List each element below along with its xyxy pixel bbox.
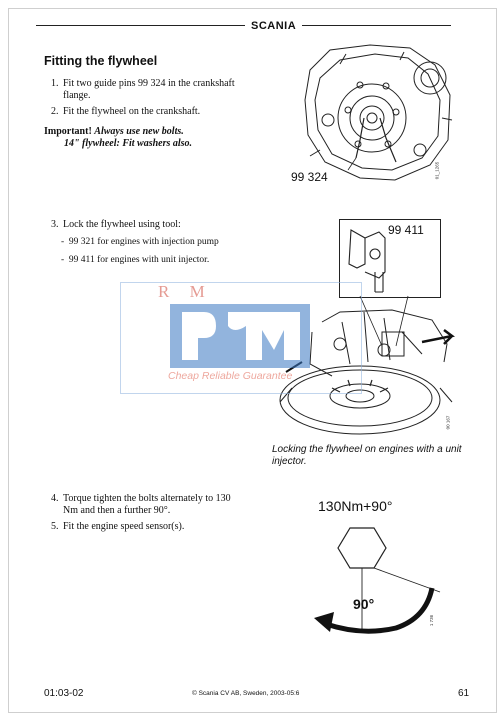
callout-99324: 99 324 xyxy=(291,170,328,184)
watermark xyxy=(120,282,360,392)
section-title: Fitting the flywheel xyxy=(44,54,158,68)
figure-code: 00 167 xyxy=(445,415,451,430)
important-note xyxy=(44,126,192,150)
watermark-letters: R M xyxy=(158,282,213,301)
tool-option-text: 99 321 for engines with injection pump xyxy=(68,237,219,247)
figure-code: 01_1265 xyxy=(434,161,440,180)
watermark-logo xyxy=(170,304,310,368)
tool-option-text: 99 411 for engines with unit injector. xyxy=(68,255,210,265)
torque-spec: 130Nm+90° xyxy=(318,498,393,514)
important-label: Important! xyxy=(44,126,92,137)
brand-logo: SCANIA xyxy=(245,20,302,32)
figure-caption: Locking the flywheel on engines with a unit injector. xyxy=(272,444,462,467)
callout-99411: 99 411 xyxy=(388,223,424,237)
important-line-2: 14" flywheel: Fit washers also. xyxy=(64,138,193,149)
tool-option-2: - 99 411 for engines with unit injector. xyxy=(61,255,210,265)
step-number: 5. xyxy=(51,521,59,532)
step-number: 1. xyxy=(51,78,59,89)
step-text: Torque tighten the bolts alternately to 130 Nm and then a further 90°. xyxy=(63,493,231,516)
footer-copyright: © Scania CV AB, Sweden, 2003-05:6 xyxy=(192,690,300,697)
step-number: 2. xyxy=(51,106,59,117)
watermark-tagline: Cheap Reliable Guarantee xyxy=(168,370,293,382)
step-text: Lock the flywheel using tool: xyxy=(63,219,181,230)
figure-code: 1 736 xyxy=(429,614,435,627)
step-text: Fit the flywheel on the crankshaft. xyxy=(63,106,201,117)
tool-option-1: - 99 321 for engines with injection pump xyxy=(61,237,219,247)
step-number: 3. xyxy=(51,219,59,230)
header-rule xyxy=(36,25,451,26)
footer-code: 01:03-02 xyxy=(44,688,84,699)
step-text: Fit the engine speed sensor(s). xyxy=(63,521,185,532)
step-text: Fit two guide pins 99 324 in the crankshaft flange. xyxy=(63,78,235,101)
page-number: 61 xyxy=(458,688,470,699)
figure-torque-angle xyxy=(300,520,450,635)
angle-label: 90° xyxy=(353,596,375,612)
step-number: 4. xyxy=(51,493,59,504)
important-line-1: Always use new bolts. xyxy=(94,126,184,137)
